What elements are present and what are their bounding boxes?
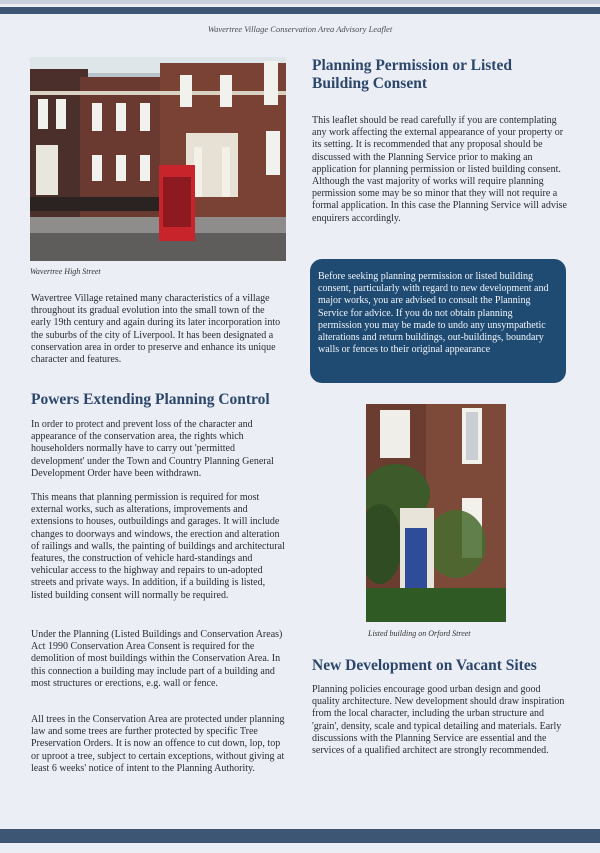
top-edge: [0, 0, 600, 4]
powers-body-2: [31, 492, 289, 602]
powers-paragraph-3: Under the Planning (Listed Buildings and Conservation Areas) Act 1990 Conservation Area Consent is required for the demolition of most buildings within the Conservation Area. In this connection a building may include part of a building and most structures or erections, e.g. wall or fence.: [31, 629, 283, 689]
photo-caption-orford: Listed building on Orford Street: [368, 629, 471, 638]
new-dev-body: [312, 684, 568, 757]
planning-section: [312, 57, 562, 93]
high-street-photo: [30, 57, 286, 261]
bottom-band: [0, 829, 600, 843]
callout-text: Before seeking planning permission or listed building consent, particularly with regard to new development and major works, you are advised to consult the Planning Service for advice. If you do not obtain planning permission you may be made to undo any unsympathetic alterations and return buildings, out-buildings, boundary walls or fences to their original appearance: [318, 271, 549, 356]
top-band: [0, 7, 600, 14]
new-dev-section: [312, 657, 568, 675]
new-dev-heading: New Development on Vacant Sites: [312, 657, 537, 674]
powers-section: [31, 391, 289, 409]
page-header: Wavertree Village Conservation Area Advisory Leaflet: [207, 24, 393, 34]
intro-block: [31, 293, 286, 366]
advice-callout: [310, 259, 566, 383]
powers-body: [31, 419, 289, 480]
powers-body-4: [31, 714, 289, 775]
powers-body-3: [31, 629, 289, 690]
intro-text: Wavertree Village retained many characteristics of a village throughout its gradual evolution into the small town of the early 19th century and again during its later incorporation into the suburbs of the city of Liverpool. It has been designated a conservation area in order to preserve and enhance its unique character and features.: [31, 293, 281, 366]
new-dev-text: Planning policies encourage good urban design and good quality architecture. New development should draw inspiration from the local character, including the urban structure and 'grain', density, scale and typical detailing and materials. Early discussions with the Planning Service are essential and the services of a qualified architect are strongly recommended.: [312, 684, 565, 757]
planning-body: [312, 115, 568, 225]
powers-heading: Powers Extending Planning Control: [31, 391, 270, 408]
planning-heading: Planning Permission or Listed Building Consent: [312, 57, 512, 92]
powers-paragraph-2: This means that planning permission is required for most external works, such as alterations, improvements and extensions to houses, outbuildings and garages. It will include changes to doorways and windows, the erection and alteration of railings and walls, the painting of buildings and architectural features, the construction of vehicle hard-standings and vehicular access to the highway and repairs to un-adopted streets and private ways. In addition, if a building is listed, listed building consent will normally be required.: [31, 492, 285, 601]
planning-text: This leaflet should be read carefully if you are contemplating any work affecting the external appearance of your property or its setting. It is recommended that any proposal should be discussed with the Planning Service prior to making an application for planning permission or listed building consent. Although the vast majority of works will require planning permission some may be so minor that they will not require a formal application. In this case the Planning Service will advise enquirers accordingly.: [312, 115, 567, 224]
photo-caption-high-street: Wavertree High Street: [30, 267, 101, 276]
orford-street-photo: [366, 404, 506, 622]
powers-paragraph-1: In order to protect and prevent loss of the character and appearance of the conservation area, the rights which householders normally have to carry out 'permitted development' under the Town and Country Planning General Development Order have been withdrawn.: [31, 419, 274, 479]
powers-paragraph-4: All trees in the Conservation Area are protected under planning law and some trees are further protected by specific Tree Preservation Orders. It is now an offence to cut down, lop, top or uproot a tree, subject to certain exceptions, without giving at least 6 weeks' notice of intent to the Planning Authority.: [31, 714, 285, 774]
